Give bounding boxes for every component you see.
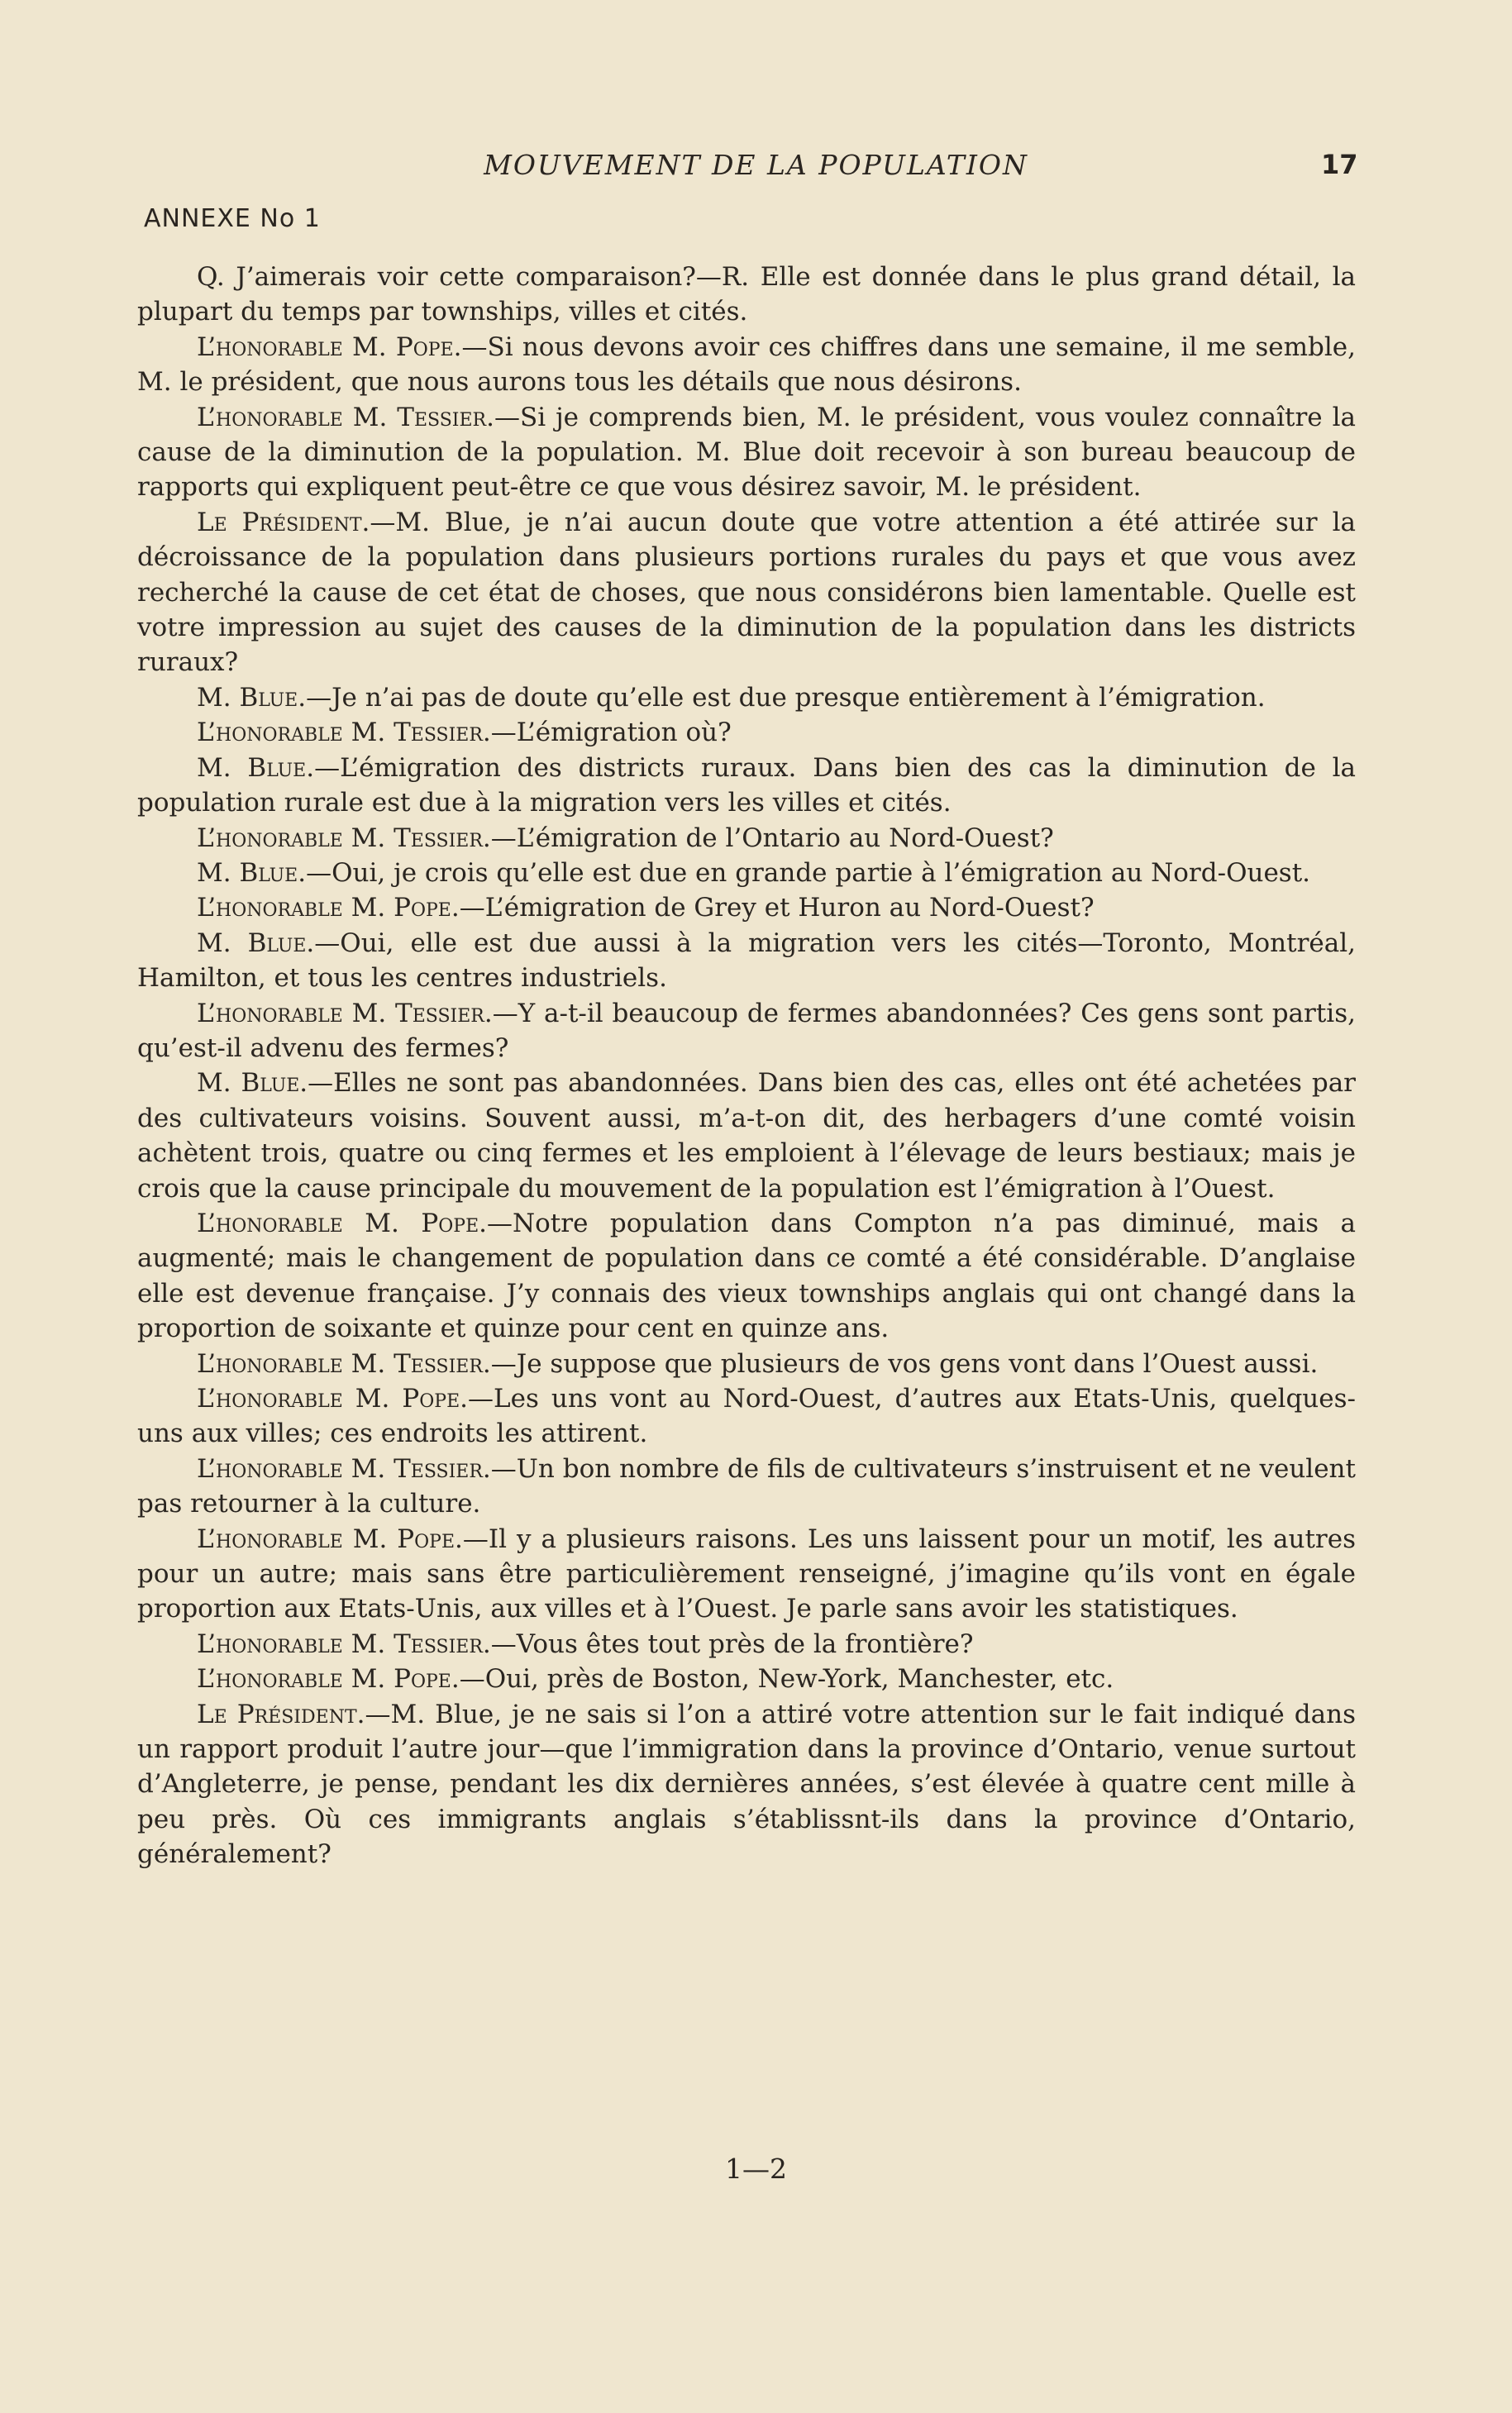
paragraph [137, 505, 1356, 680]
paragraph-text: —Oui, près de Boston, New-York, Manchester, etc. [459, 1664, 1114, 1695]
paragraph-text: —M. Blue, je n’ai aucun doute que votre attention a été attirée sur la décroissance de la population dans plusieurs portions rurales du pays et que vous avez recherché la cause de cet état de choses, que nous considérons bien lamentable. Quelle est votre impression au sujet des causes de la diminution de la population dans les districts ruraux? [137, 507, 1356, 678]
paragraph-text: —Si je comprends bien, M. le président, vous voulez connaître la cause de la diminution de la population. M. Blue doit recevoir à son bureau beaucoup de rapports qui expliquent peut-être ce que vous désirez savoir, M. le président. [137, 402, 1356, 503]
paragraph-text: —L’émigration de Grey et Huron au Nord-Ouest? [459, 893, 1095, 923]
paragraph-text: —L’émigration de l’Ontario au Nord-Ouest? [490, 823, 1054, 853]
paragraph-text: —Il y a plusieurs raisons. Les uns laissent pour un motif, les autres pour un autre; mais sans être particulièrement renseigné, j’imagine qu’ils vont en égale proportion aux Etats-Unis, aux villes et à l’Ouest. Je parle sans avoir les statistiques. [137, 1524, 1357, 1624]
paragraph [137, 1522, 1356, 1627]
paragraph-text: —Je suppose que plusieurs de vos gens vont dans l’Ouest aussi. [490, 1348, 1319, 1379]
speaker: L’honorable M. Tessier. [197, 823, 491, 853]
signature-mark: 1—2 [725, 2153, 787, 2185]
speaker: L’honorable M. Pope. [197, 331, 462, 362]
paragraph [137, 821, 1356, 856]
paragraph [137, 996, 1356, 1066]
paragraph [137, 715, 1356, 750]
paragraph [137, 1381, 1356, 1452]
paragraph-text: —Elles ne sont pas abandonnées. Dans bien des cas, elles ont été achetées par des cultivateurs voisins. Souvent aussi, m’a-t-on dit, des herbagers d’une comté voisin achètent trois, quatre ou cinq fermes et les emploient à l’élevage de leurs bestiaux; mais je crois que la cause principale du mouvement de la population est l’émigration à l’Ouest. [137, 1068, 1356, 1204]
paragraph-text: —L’émigration où? [490, 718, 732, 748]
paragraph [137, 1627, 1356, 1662]
paragraph [137, 1066, 1356, 1206]
paragraph [137, 1662, 1356, 1696]
paragraph [137, 926, 1356, 996]
speaker: L’honorable M. Tessier. [197, 1453, 491, 1484]
page-number: 17 [1321, 149, 1358, 180]
paragraph-text: —Oui, je crois qu’elle est due en grande partie à l’émigration au Nord-Ouest. [306, 857, 1311, 888]
paragraph [137, 400, 1356, 505]
speaker: M. Blue. [197, 1068, 308, 1099]
paragraph-text: —Un bon nombre de fils de cultivateurs s’instruisent et ne veulent pas retourner à la culture. [137, 1453, 1356, 1519]
paragraph [137, 1697, 1356, 1872]
paragraph-text: —L’émigration des districts ruraux. Dans bien des cas la diminution de la population rurale est due à la migration vers les villes et cités. [137, 752, 1357, 818]
transcript-body [137, 260, 1356, 1872]
paragraph-text: —Vous êtes tout près de la frontière? [490, 1629, 974, 1659]
paragraph-text: —Les uns vont au Nord-Ouest, d’autres aux Etats-Unis, quelques-uns aux villes; ces endroits les attirent. [137, 1384, 1357, 1449]
paragraph-text: —Je n’ai pas de doute qu’elle est due presque entièrement à l’émigration. [306, 682, 1266, 713]
paragraph [137, 330, 1356, 400]
paragraph [137, 1206, 1356, 1347]
paragraph [137, 260, 1356, 330]
speaker: L’honorable M. Pope. [197, 893, 460, 923]
paragraph-text: —Oui, elle est due aussi à la migration vers les cités—Toronto, Montréal, Hamilton, et tous les centres industriels. [137, 928, 1357, 994]
paragraph-text: Q. J’aimerais voir cette comparaison?—R. Elle est donnée dans le plus grand détail, la plupart du temps par townships, villes et cités. [137, 262, 1356, 327]
paragraph-text: —Notre population dans Compton n’a pas diminué, mais a augmenté; mais le changement de population dans ce comté a été considérable. D’anglaise elle est devenue française. J’y connais des vieux townships anglais qui ont changé dans la proportion de soixante et quinze pour cent en quinze ans. [137, 1208, 1356, 1344]
paragraph [137, 1347, 1356, 1381]
paragraph-text: —Si nous devons avoir ces chiffres dans une semaine, il me semble, M. le président, que nous aurons tous les détails que nous désirons. [137, 331, 1356, 398]
speaker: M. Blue. [197, 857, 307, 888]
speaker: L’honorable M. Tessier. [197, 1348, 491, 1379]
paragraph-text: —M. Blue, je ne sais si l’on a attiré votre attention sur le fait indiqué dans un rapport produit l’autre jour—que l’immigration dans la province d’Ontario, venue surtout d’Angleterre, je pense, pendant les dix dernières années, s’est élevée à quatre cent mille à peu près. Où ces immigrants anglais s’établissnt-ils dans la province d’Ontario, généralement? [137, 1699, 1356, 1870]
speaker: L’honorable M. Pope. [197, 1208, 488, 1238]
speaker: M. Blue. [197, 682, 307, 713]
speaker: L’honorable M. Pope. [197, 1664, 460, 1695]
speaker: L’honorable M. Pope. [197, 1384, 469, 1414]
paragraph-text: —Y a-t-il beaucoup de fermes abandonnées? Ces gens sont partis, qu’est-il advenu des fermes? [137, 998, 1356, 1063]
speaker: M. Blue. [197, 928, 315, 958]
speaker: M. Blue. [197, 752, 315, 783]
paragraph [137, 680, 1356, 715]
speaker: L’honorable M. Pope. [197, 1524, 463, 1554]
paragraph [137, 890, 1356, 925]
paragraph [137, 856, 1356, 890]
annex-label: ANNEXE No 1 [144, 204, 321, 233]
speaker: L’honorable M. Tessier. [197, 998, 493, 1028]
running-title: MOUVEMENT DE LA POPULATION [484, 149, 1028, 181]
paragraph [137, 751, 1356, 821]
speaker: L’honorable M. Tessier. [197, 1629, 491, 1659]
paragraph [137, 1452, 1356, 1522]
speaker: L’honorable M. Tessier. [197, 402, 494, 432]
speaker: L’honorable M. Tessier. [197, 718, 491, 748]
speaker: Le Président. [197, 1699, 365, 1729]
speaker: Le Président. [197, 507, 370, 537]
